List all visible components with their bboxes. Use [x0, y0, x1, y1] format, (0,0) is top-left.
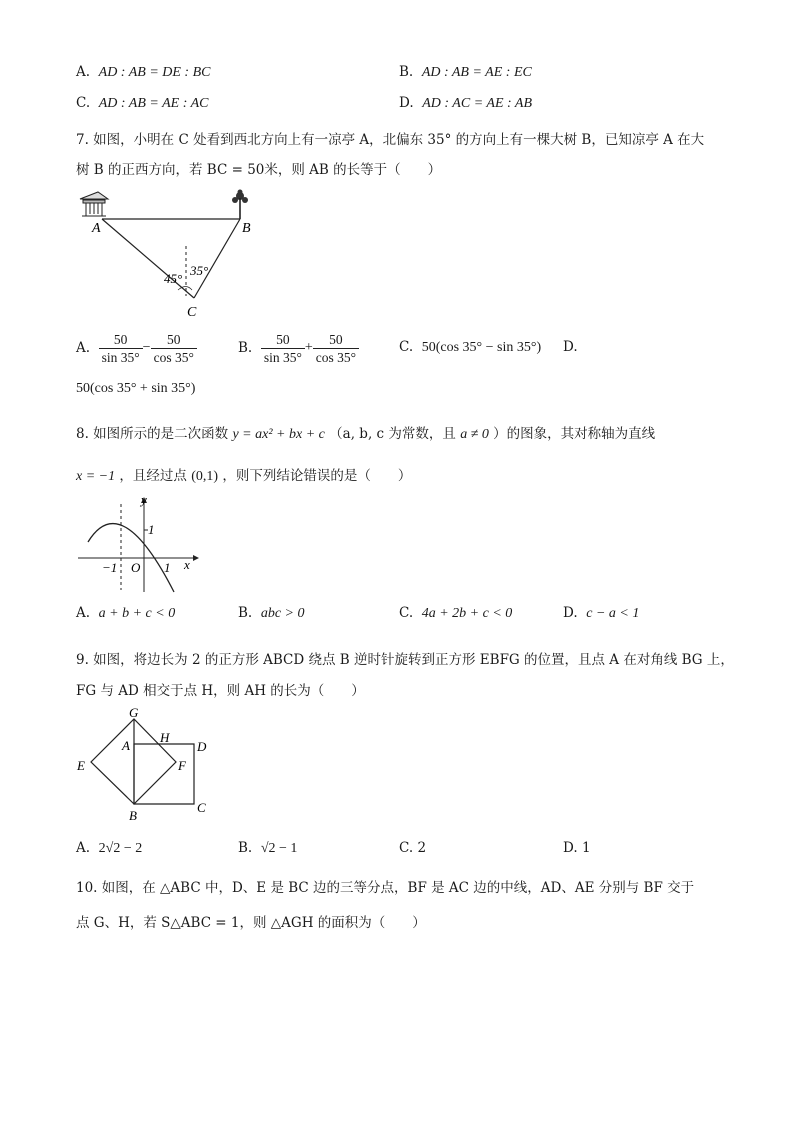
tick-label-y1: 1 [148, 522, 155, 537]
q10-stem-line1: 10. 如图，在 △ABC 中，D、E 是 BC 边的三等分点，BF 是 AC 边的中线，AD、AE 分别与 BF 交于 [76, 880, 695, 896]
label-d: D [197, 739, 207, 754]
axis-label-y: y [141, 492, 147, 507]
label-f: F [178, 758, 186, 773]
q9-stem-line1: 9. 如图，将边长为 2 的正方形 ABCD 绕点 B 逆时针旋转到正方形 EBFG 的位置，且点 A 在对角线 BG 上， [76, 652, 734, 668]
q8-option-c: C. 4a + 2b + c < 0 [399, 605, 513, 621]
origin-label: O [131, 560, 141, 575]
q7-stem-line2: 树 B 的正西方向，若 BC = 50米，则 AB 的长等于（ ） [76, 162, 442, 178]
tick-label-neg1: −1 [102, 560, 118, 575]
q9-figure [74, 702, 214, 822]
q9-option-b: B. √2 − 1 [238, 840, 298, 856]
angle-35-label: 35° [190, 263, 209, 278]
tick-label-x1: 1 [164, 560, 171, 575]
fraction: $\frac{50}{\cos 35^\circ}$ [151, 331, 197, 366]
q6-option-d: D. AD : AC = AE : AB [399, 95, 533, 111]
angle-45-label: 45° [164, 271, 183, 286]
segment-bc [194, 219, 240, 298]
q7-option-d: 50(cos 35° + sin 35°) [76, 381, 196, 396]
q10-stem-line2: 点 G、H，若 S△ABC = 1，则 △AGH 的面积为（ ） [76, 915, 426, 931]
q7-stem-line1: 7. 如图，小明在 C 处看到西北方向上有一凉亭 A，北偏东 35° 的方向上有一棵大树 B，已知凉亭 A 在大 [76, 132, 705, 148]
q7-figure [74, 186, 264, 320]
tree-icon [232, 190, 248, 220]
label-a: A [92, 221, 101, 236]
axis-label-x: x [184, 557, 190, 572]
label-a: A [122, 738, 130, 753]
q8-graph [74, 490, 204, 594]
q9-option-d: D. 1 [563, 840, 591, 856]
q7-option-c: C. 50(cos 35° − sin 35°) [399, 339, 542, 355]
label-h: H [160, 730, 170, 745]
q8-option-a: A. a + b + c < 0 [76, 605, 176, 621]
q7-option-a: A. $\frac{50}{\sin 35^\circ}$ − $\frac{50}{\cos 35^\circ}$ [76, 328, 197, 368]
q6-option-a: A. AD : AB = DE : BC [76, 64, 211, 80]
q8-option-b: B. abc > 0 [238, 605, 305, 621]
q8-stem-line1: 8. 如图所示的是二次函数 y = ax² + bx + c （a, b, c 为常数，且 a ≠ 0 ）的图象，其对称轴为直线 [76, 426, 656, 442]
fraction: $\frac{50}{\sin 35^\circ}$ [261, 331, 305, 366]
angle-arc [178, 287, 192, 291]
q8-option-d: D. c − a < 1 [563, 605, 640, 621]
fraction: $\frac{50}{\cos 35^\circ}$ [313, 331, 359, 366]
label-e: E [77, 758, 85, 773]
fraction: $\frac{50}{\sin 35^\circ}$ [99, 331, 143, 366]
segment-ac [102, 219, 194, 298]
q6-option-b: B. AD : AB = AE : EC [399, 64, 532, 80]
label-c: C [197, 800, 206, 815]
q9-stem-line2: FG 与 AD 相交于点 H，则 AH 的长为（ ） [76, 683, 365, 699]
q9-option-a: A. 2√2 − 2 [76, 840, 143, 856]
label-g: G [129, 705, 139, 720]
q7-option-d-letter: D. [563, 339, 578, 355]
q6-option-c: C. AD : AB = AE : AC [76, 95, 209, 111]
label-b: B [242, 221, 251, 236]
q7-option-b: B. $\frac{50}{\sin 35^\circ}$ + $\frac{50}{\cos 35^\circ}$ [238, 328, 359, 368]
q9-option-c: C. 2 [399, 840, 427, 856]
label-c: C [187, 305, 197, 320]
label-b: B [129, 808, 137, 822]
pavilion-icon [80, 192, 108, 216]
q8-stem-line2: x = −1 ，且经过点 (0,1) ，则下列结论错误的是（ ） [76, 468, 412, 484]
